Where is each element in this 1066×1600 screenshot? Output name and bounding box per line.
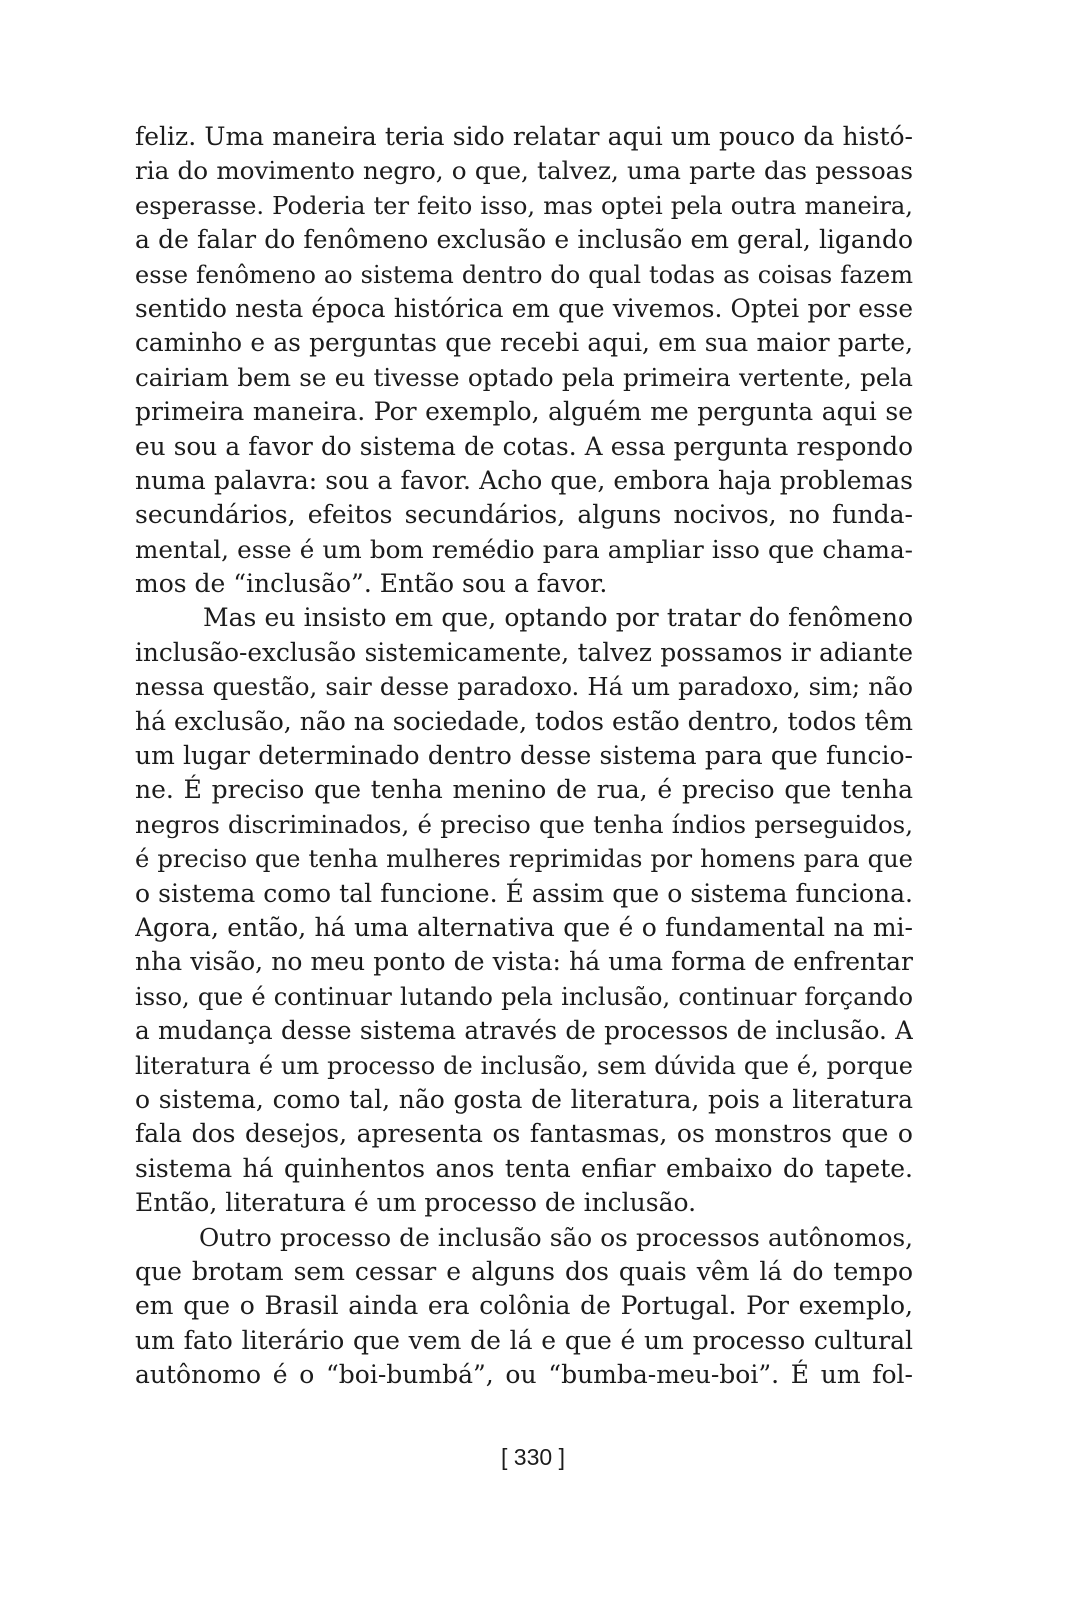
text-line: esse fenômeno ao sistema dentro do qual todas as coisas fazem [135,260,913,289]
text-line: feliz. Uma maneira teria sido relatar aqui um pouco da histó- [135,122,913,151]
text-line: o sistema como tal funcione. É assim que o sistema funciona. [135,878,913,908]
text-line: isso, que é continuar lutando pela inclusão, continuar forçando [135,982,913,1011]
text-line: sentido nesta época histórica em que vivemos. Optei por esse [135,293,913,323]
paragraph-1 [135,120,913,601]
text-line: eu sou a favor do sistema de cotas. A essa pergunta respondo [135,431,913,461]
text-line: nessa questão, sair desse paradoxo. Há um paradoxo, sim; não [135,672,913,702]
text-line: autônomo é o “boi-bumbá”, ou “bumba-meu-boi”. É um fol- [135,1360,913,1390]
text-line: fala dos desejos, apresenta os fantasmas, os monstros que o [135,1119,913,1149]
paragraph-3 [135,1221,913,1393]
text-line: há exclusão, não na sociedade, todos estão dentro, todos têm [135,706,913,736]
text-line: caminho e as perguntas que recebi aqui, em sua maior parte, [135,328,913,358]
text-line: o sistema, como tal, não gosta de literatura, pois a literatura [135,1084,913,1114]
text-line: inclusão-exclusão sistemicamente, talvez possamos ir adiante [135,637,913,667]
text-line: mental, esse é um bom remédio para ampliar isso que chama- [135,534,913,564]
text-line: é preciso que tenha mulheres reprimidas por homens para que [135,845,913,874]
text-line: literatura é um processo de inclusão, sem dúvida que é, porque [135,1051,913,1080]
text-line: em que o Brasil ainda era colônia de Portugal. Por exemplo, [135,1291,913,1321]
text-line: ria do movimento negro, o que, talvez, uma parte das pessoas [135,156,913,186]
paragraph-2 [135,601,913,1220]
text-line: que brotam sem cessar e alguns dos quais vêm lá do tempo [135,1256,913,1286]
text-line: primeira maneira. Por exemplo, alguém me pergunta aqui se [135,397,913,427]
text-line: sistema há quinhentos anos tenta enfiar embaixo do tapete. [135,1153,913,1183]
text-line: esperasse. Poderia ter feito isso, mas optei pela outra maneira, [135,191,913,220]
text-line: um lugar determinado dentro desse sistema para que funcio- [135,741,913,771]
text-line: Agora, então, há uma alternativa que é o fundamental na mi- [135,912,913,942]
text-line: ne. É preciso que tenha menino de rua, é preciso que tenha [135,775,913,805]
text-line: a de falar do fenômeno exclusão e inclusão em geral, ligando [135,225,913,255]
text-line: Outro processo de inclusão são os processos autônomos, [199,1222,913,1252]
text-line: mos de “inclusão”. Então sou a favor. [135,569,608,599]
text-line: nha visão, no meu ponto de vista: há uma forma de enfrentar [135,947,913,977]
text-line: negros discriminados, é preciso que tenha índios perseguidos, [135,809,913,839]
text-line: secundários, efeitos secundários, alguns nocivos, no funda- [135,500,913,530]
page-number: [ 330 ] [501,1444,565,1470]
text-line: numa palavra: sou a favor. Acho que, embora haja problemas [135,465,913,495]
text-line: Mas eu insisto em que, optando por tratar do fenômeno [203,603,913,633]
text-line: um fato literário que vem de lá e que é um processo cultural [135,1325,913,1355]
text-line: cairiam bem se eu tivesse optado pela primeira vertente, pela [135,362,913,392]
body-text [135,120,913,1392]
text-line: Então, literatura é um processo de inclusão. [135,1188,697,1218]
text-line: a mudança desse sistema através de processos de inclusão. A [135,1016,913,1046]
